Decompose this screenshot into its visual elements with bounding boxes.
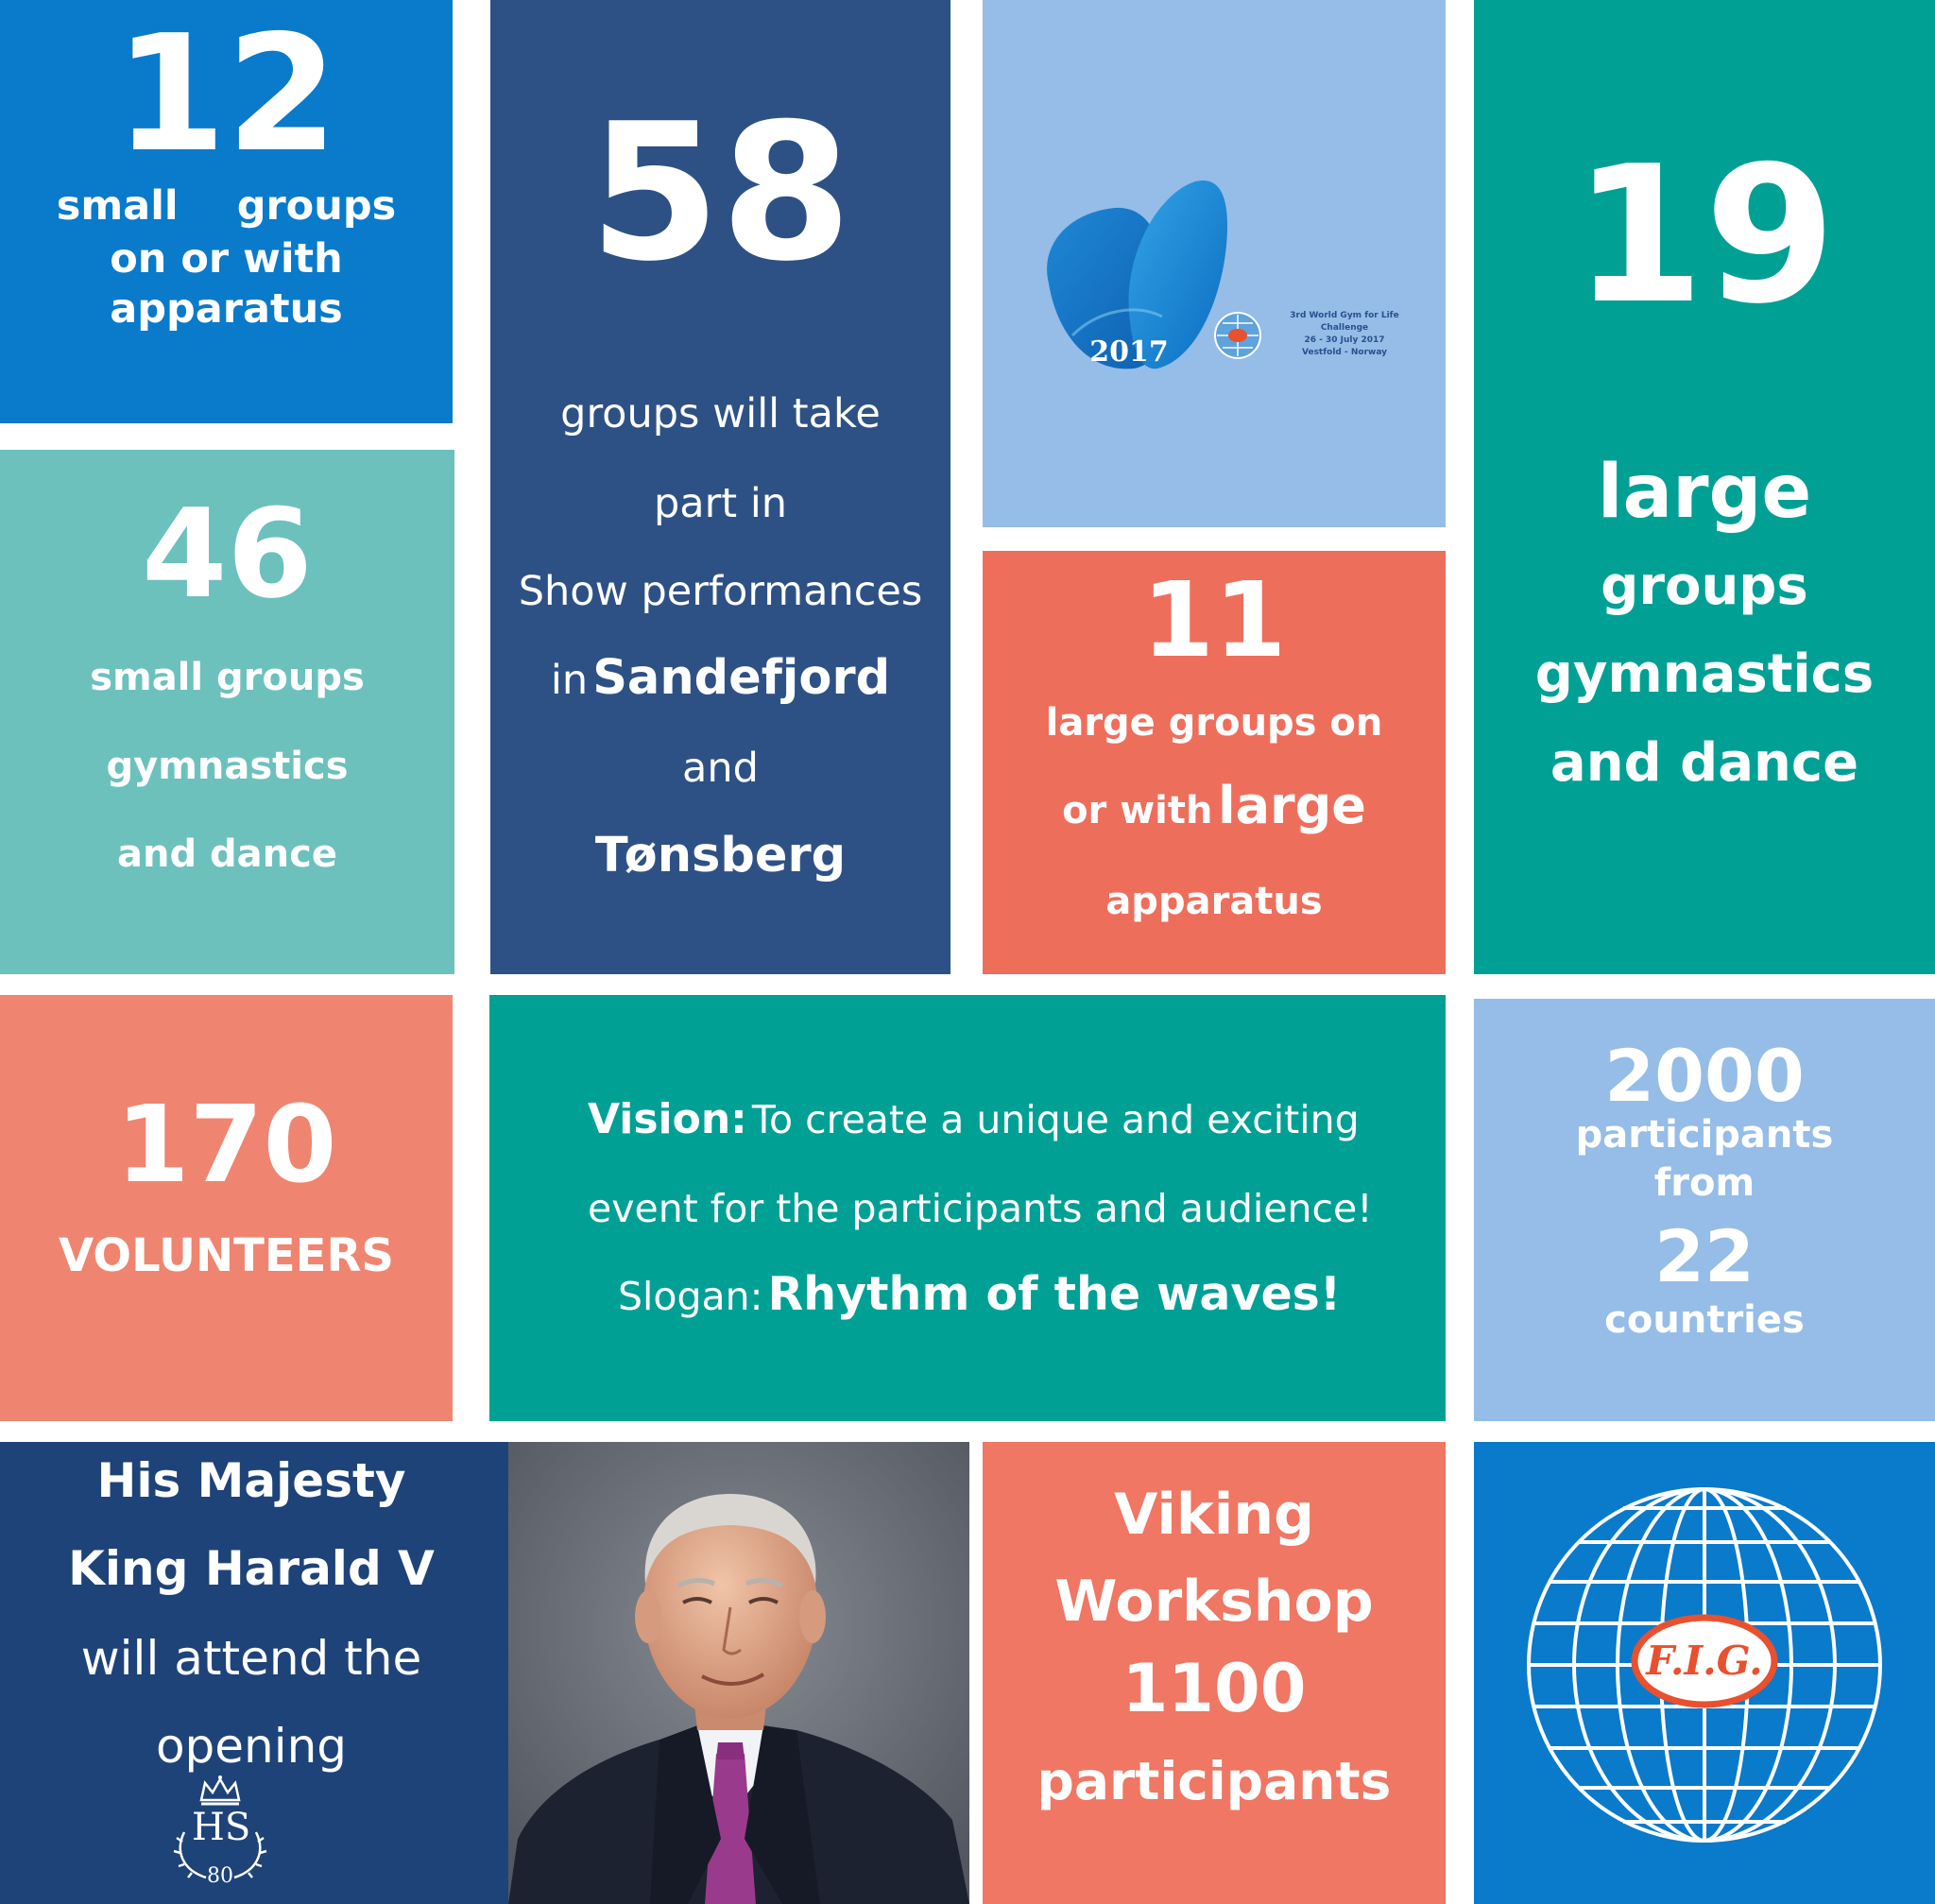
stat-number: 2000	[1604, 1034, 1805, 1118]
stat-label-line: and	[682, 745, 759, 792]
stat-number: 58	[589, 83, 852, 303]
stat-label-line	[983, 778, 1446, 847]
stat-label-emphasis: large	[1218, 776, 1366, 835]
tile-large-groups-gymnastics	[1474, 0, 1935, 974]
tile-fig-logo	[1474, 1442, 1935, 1904]
stat-label-line	[0, 182, 453, 230]
stat-label-line: groups	[1601, 556, 1808, 617]
stat-number: 46	[142, 482, 313, 626]
city-sandefjord: Sandefjord	[592, 650, 891, 706]
stat-label-line: large groups on	[1045, 701, 1383, 745]
logo-caption-line: Challenge	[1320, 323, 1369, 333]
monogram-letters: HS	[192, 1806, 251, 1849]
stat-label-line: and dance	[117, 832, 337, 876]
stat-number: 19	[1572, 126, 1837, 346]
stat-label-prefix: in	[550, 657, 589, 704]
vision-text: To create a unique and exciting	[751, 1097, 1360, 1142]
tile-small-groups-apparatus	[0, 0, 453, 423]
stat-number: 170	[115, 1084, 337, 1207]
viking-line: participants	[1036, 1751, 1392, 1811]
fig-logo-text: F.I.G.	[1646, 1638, 1763, 1684]
tile-event-logo	[983, 0, 1446, 527]
butterfly-logo-icon	[983, 0, 1446, 527]
vision-line	[588, 1093, 1360, 1155]
tile-king-harald	[0, 1442, 508, 1904]
stat-label-line: groups will take	[560, 390, 881, 437]
stat-label-line: small groups	[90, 656, 365, 699]
tile-vision-slogan	[489, 995, 1446, 1421]
logo-caption-line: 3rd World Gym for Life	[1290, 311, 1399, 320]
tile-small-groups-gymnastics	[0, 450, 454, 974]
king-line: will attend the	[80, 1631, 422, 1686]
stat-label-word: small	[56, 182, 179, 230]
tile-large-groups-apparatus	[983, 551, 1446, 974]
vision-line: event for the participants and audience!	[588, 1186, 1373, 1231]
stat-label-line: gymnastics	[106, 745, 349, 788]
stat-label-line: gymnastics	[1534, 643, 1875, 705]
logo-caption	[1264, 310, 1425, 359]
logo-caption-line: 26 - 30 July 2017	[1304, 335, 1385, 345]
viking-line: Viking	[1113, 1482, 1315, 1548]
stat-number: 11	[1141, 559, 1287, 680]
tile-participants	[1474, 999, 1935, 1421]
king-line: His Majesty	[96, 1453, 406, 1508]
tile-volunteers	[0, 995, 453, 1421]
stat-label-line: VOLUNTEERS	[59, 1229, 394, 1282]
slogan-text: Rhythm of the waves!	[767, 1267, 1342, 1321]
logo-year: 2017	[1089, 335, 1169, 369]
stat-label-line: participants	[1575, 1113, 1834, 1157]
king-line: King Harald V	[68, 1541, 435, 1596]
stat-label-line: Show performances	[518, 568, 923, 615]
vision-label: Vision:	[588, 1095, 747, 1143]
tile-viking-workshop	[983, 1442, 1446, 1904]
viking-number: 1100	[1122, 1650, 1307, 1727]
logo-caption-line: Vestfold - Norway	[1302, 348, 1387, 357]
stat-label-word: groups	[236, 182, 397, 230]
king-portrait-photo	[508, 1442, 969, 1904]
city-tonsberg: Tønsberg	[594, 828, 847, 883]
king-line: opening	[155, 1719, 348, 1774]
stat-label-line	[490, 647, 950, 720]
stat-label-line: countries	[1604, 1298, 1805, 1342]
tile-show-performances	[490, 0, 950, 974]
viking-line: Workshop	[1054, 1569, 1374, 1635]
stat-label-line: from	[1653, 1161, 1755, 1205]
slogan-label: Slogan:	[618, 1274, 763, 1319]
stat-label-line: on or with	[110, 235, 343, 283]
stat-label-line: apparatus	[1105, 880, 1323, 923]
stat-label-line: apparatus	[110, 285, 343, 333]
monogram-number: 80	[207, 1864, 233, 1888]
stat-label-line: and dance	[1550, 732, 1859, 794]
stat-label-line: large	[1597, 450, 1812, 535]
stat-label-prefix: or with	[1062, 789, 1213, 832]
king-portrait-image	[508, 1442, 969, 1904]
stat-number: 12	[114, 1, 338, 188]
slogan-line	[618, 1265, 1341, 1334]
countries-number: 22	[1654, 1214, 1755, 1298]
stat-label-line: part in	[653, 480, 788, 527]
